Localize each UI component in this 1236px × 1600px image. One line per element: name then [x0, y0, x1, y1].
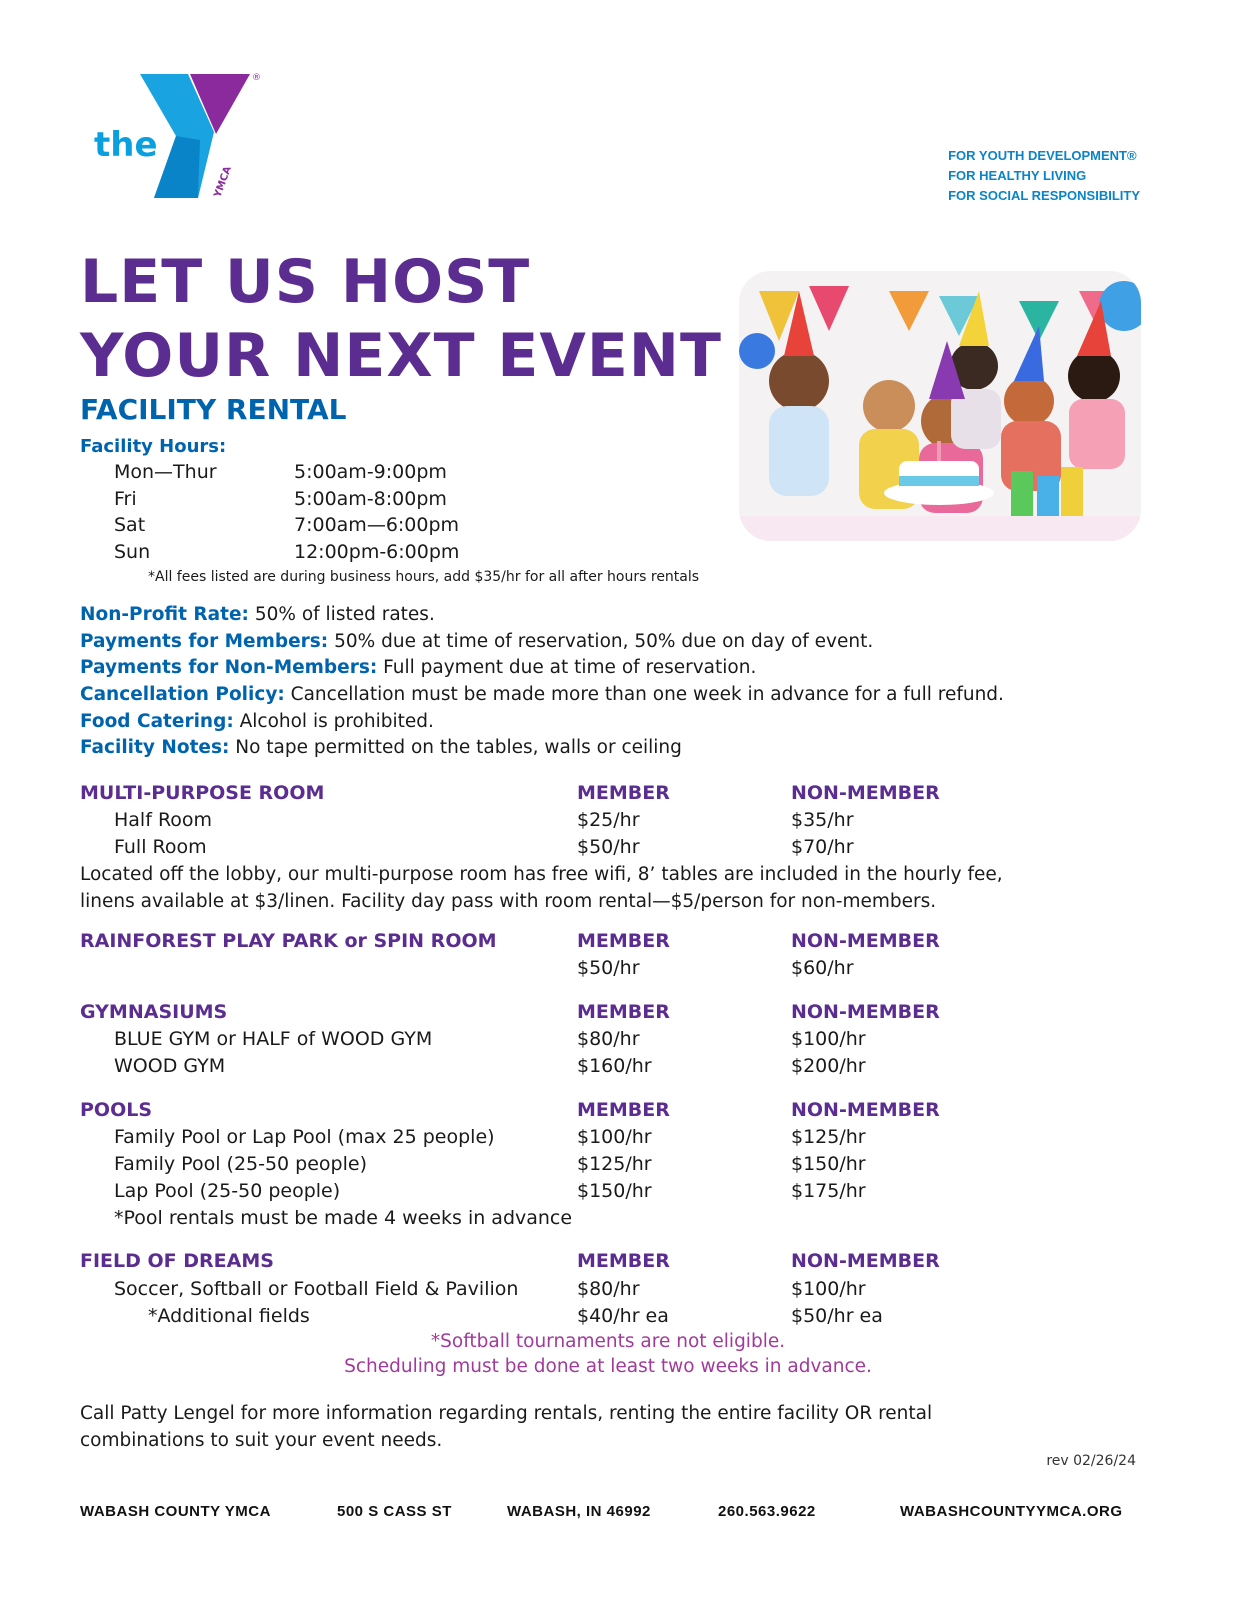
ymca-y-icon [92, 70, 272, 210]
section-title: FACILITY RENTAL [80, 393, 347, 426]
pools-title: POOLS [80, 1099, 153, 1121]
tagline-line: FOR SOCIAL RESPONSIBILITY [948, 188, 1140, 203]
member-header: MEMBER [577, 1250, 670, 1272]
svg-text:YMCA: YMCA [212, 164, 234, 200]
hours-row: Mon—Thur 5:00am-9:00pm [114, 461, 447, 483]
member-header: MEMBER [577, 782, 670, 804]
tagline [948, 146, 1140, 206]
rate-name: BLUE GYM or HALF of WOOD GYM [114, 1028, 433, 1050]
scheduling-note: Scheduling must be done at least two weeks in advance. [344, 1356, 872, 1377]
mpr-title: MULTI-PURPOSE ROOM [80, 782, 325, 804]
page-title: LET US HOST YOUR NEXT EVENT [80, 247, 722, 391]
nonmember-header: NON-MEMBER [791, 930, 940, 952]
rate-name: Half Room [114, 809, 213, 831]
rate-name: Lap Pool (25-50 people) [114, 1180, 341, 1202]
member-rate: $150/hr [577, 1180, 652, 1202]
tagline-line: FOR YOUTH DEVELOPMENT® [948, 148, 1137, 163]
member-rate: $80/hr [577, 1028, 640, 1050]
rate-name: Soccer, Softball or Football Field & Pavilion [114, 1278, 519, 1300]
nonmember-rate: $50/hr ea [791, 1305, 883, 1327]
mpr-description: Located off the lobby, our multi-purpose room has free wifi, 8’ tables are included in the hourly fee, linens available at $3/linen. Facility day pass with room rental—$5/person for non-members. [80, 864, 1003, 912]
nonmember-rate: $35/hr [791, 809, 854, 831]
rate-name: WOOD GYM [114, 1055, 226, 1077]
policy-line: Food Catering: Alcohol is prohibited. [80, 711, 434, 732]
rate-name: Family Pool or Lap Pool (max 25 people) [114, 1126, 495, 1148]
rate-name: Full Room [114, 836, 207, 858]
svg-text:®: ® [252, 73, 261, 83]
nonmember-rate: $150/hr [791, 1153, 866, 1175]
policy-line: Non-Profit Rate: 50% of listed rates. [80, 604, 435, 625]
member-rate: $25/hr [577, 809, 640, 831]
policy-line: Facility Notes: No tape permitted on the tables, walls or ceiling [80, 737, 682, 758]
member-rate: $50/hr [577, 957, 640, 979]
member-rate: $125/hr [577, 1153, 652, 1175]
member-rate: $100/hr [577, 1126, 652, 1148]
nonmember-rate: $125/hr [791, 1126, 866, 1148]
party-photo [739, 271, 1141, 541]
policy-line: Payments for Members: 50% due at time of reservation, 50% due on day of event. [80, 631, 874, 652]
gyms-title: GYMNASIUMS [80, 1001, 228, 1023]
rate-name: *Additional fields [148, 1305, 310, 1327]
party-illustration [739, 271, 1141, 541]
nonmember-rate: $70/hr [791, 836, 854, 858]
softball-note: *Softball tournaments are not eligible. [430, 1331, 786, 1352]
member-rate: $160/hr [577, 1055, 652, 1077]
footer-org: WABASH COUNTY YMCA [80, 1503, 271, 1520]
footer-phone[interactable]: 260.563.9622 [718, 1503, 816, 1520]
nonmember-rate: $100/hr [791, 1278, 866, 1300]
contact-paragraph: Call Patty Lengel for more information regarding rentals, renting the entire facility OR rental combinations to suit your event needs. [80, 1403, 933, 1451]
policy-line: Cancellation Policy: Cancellation must be made more than one week in advance for a full refund. [80, 684, 1004, 705]
nonmember-header: NON-MEMBER [791, 782, 940, 804]
hours-row: Sun 12:00pm-6:00pm [114, 541, 460, 563]
svg-text:the: the [94, 125, 158, 165]
member-header: MEMBER [577, 1001, 670, 1023]
nonmember-header: NON-MEMBER [791, 1250, 940, 1272]
policy-line: Payments for Non-Members: Full payment due at time of reservation. [80, 657, 757, 678]
rainforest-title: RAINFOREST PLAY PARK or SPIN ROOM [80, 930, 497, 952]
hours-row: Sat 7:00am—6:00pm [114, 514, 460, 536]
hours-title: Facility Hours: [80, 436, 227, 457]
member-header: MEMBER [577, 1099, 670, 1121]
footer-street: 500 S CASS ST [337, 1503, 452, 1520]
footer-city: WABASH, IN 46992 [507, 1503, 651, 1520]
revision-date: rev 02/26/24 [1046, 1453, 1136, 1469]
member-rate: $50/hr [577, 836, 640, 858]
nonmember-header: NON-MEMBER [791, 1001, 940, 1023]
rate-name: Family Pool (25-50 people) [114, 1153, 368, 1175]
footer-website[interactable]: WABASHCOUNTYYMCA.ORG [900, 1503, 1123, 1520]
nonmember-rate: $60/hr [791, 957, 854, 979]
after-hours-note: *All fees listed are during business hours, add $35/hr for all after hours rentals [148, 569, 700, 585]
member-rate: $80/hr [577, 1278, 640, 1300]
hours-row: Fri 5:00am-8:00pm [114, 488, 447, 510]
fields-title: FIELD OF DREAMS [80, 1250, 274, 1272]
pool-note: *Pool rentals must be made 4 weeks in advance [114, 1207, 573, 1229]
member-header: MEMBER [577, 930, 670, 952]
nonmember-rate: $175/hr [791, 1180, 866, 1202]
ymca-logo [92, 70, 272, 210]
nonmember-header: NON-MEMBER [791, 1099, 940, 1121]
nonmember-rate: $200/hr [791, 1055, 866, 1077]
nonmember-rate: $100/hr [791, 1028, 866, 1050]
tagline-line: FOR HEALTHY LIVING [948, 168, 1087, 183]
member-rate: $40/hr ea [577, 1305, 669, 1327]
